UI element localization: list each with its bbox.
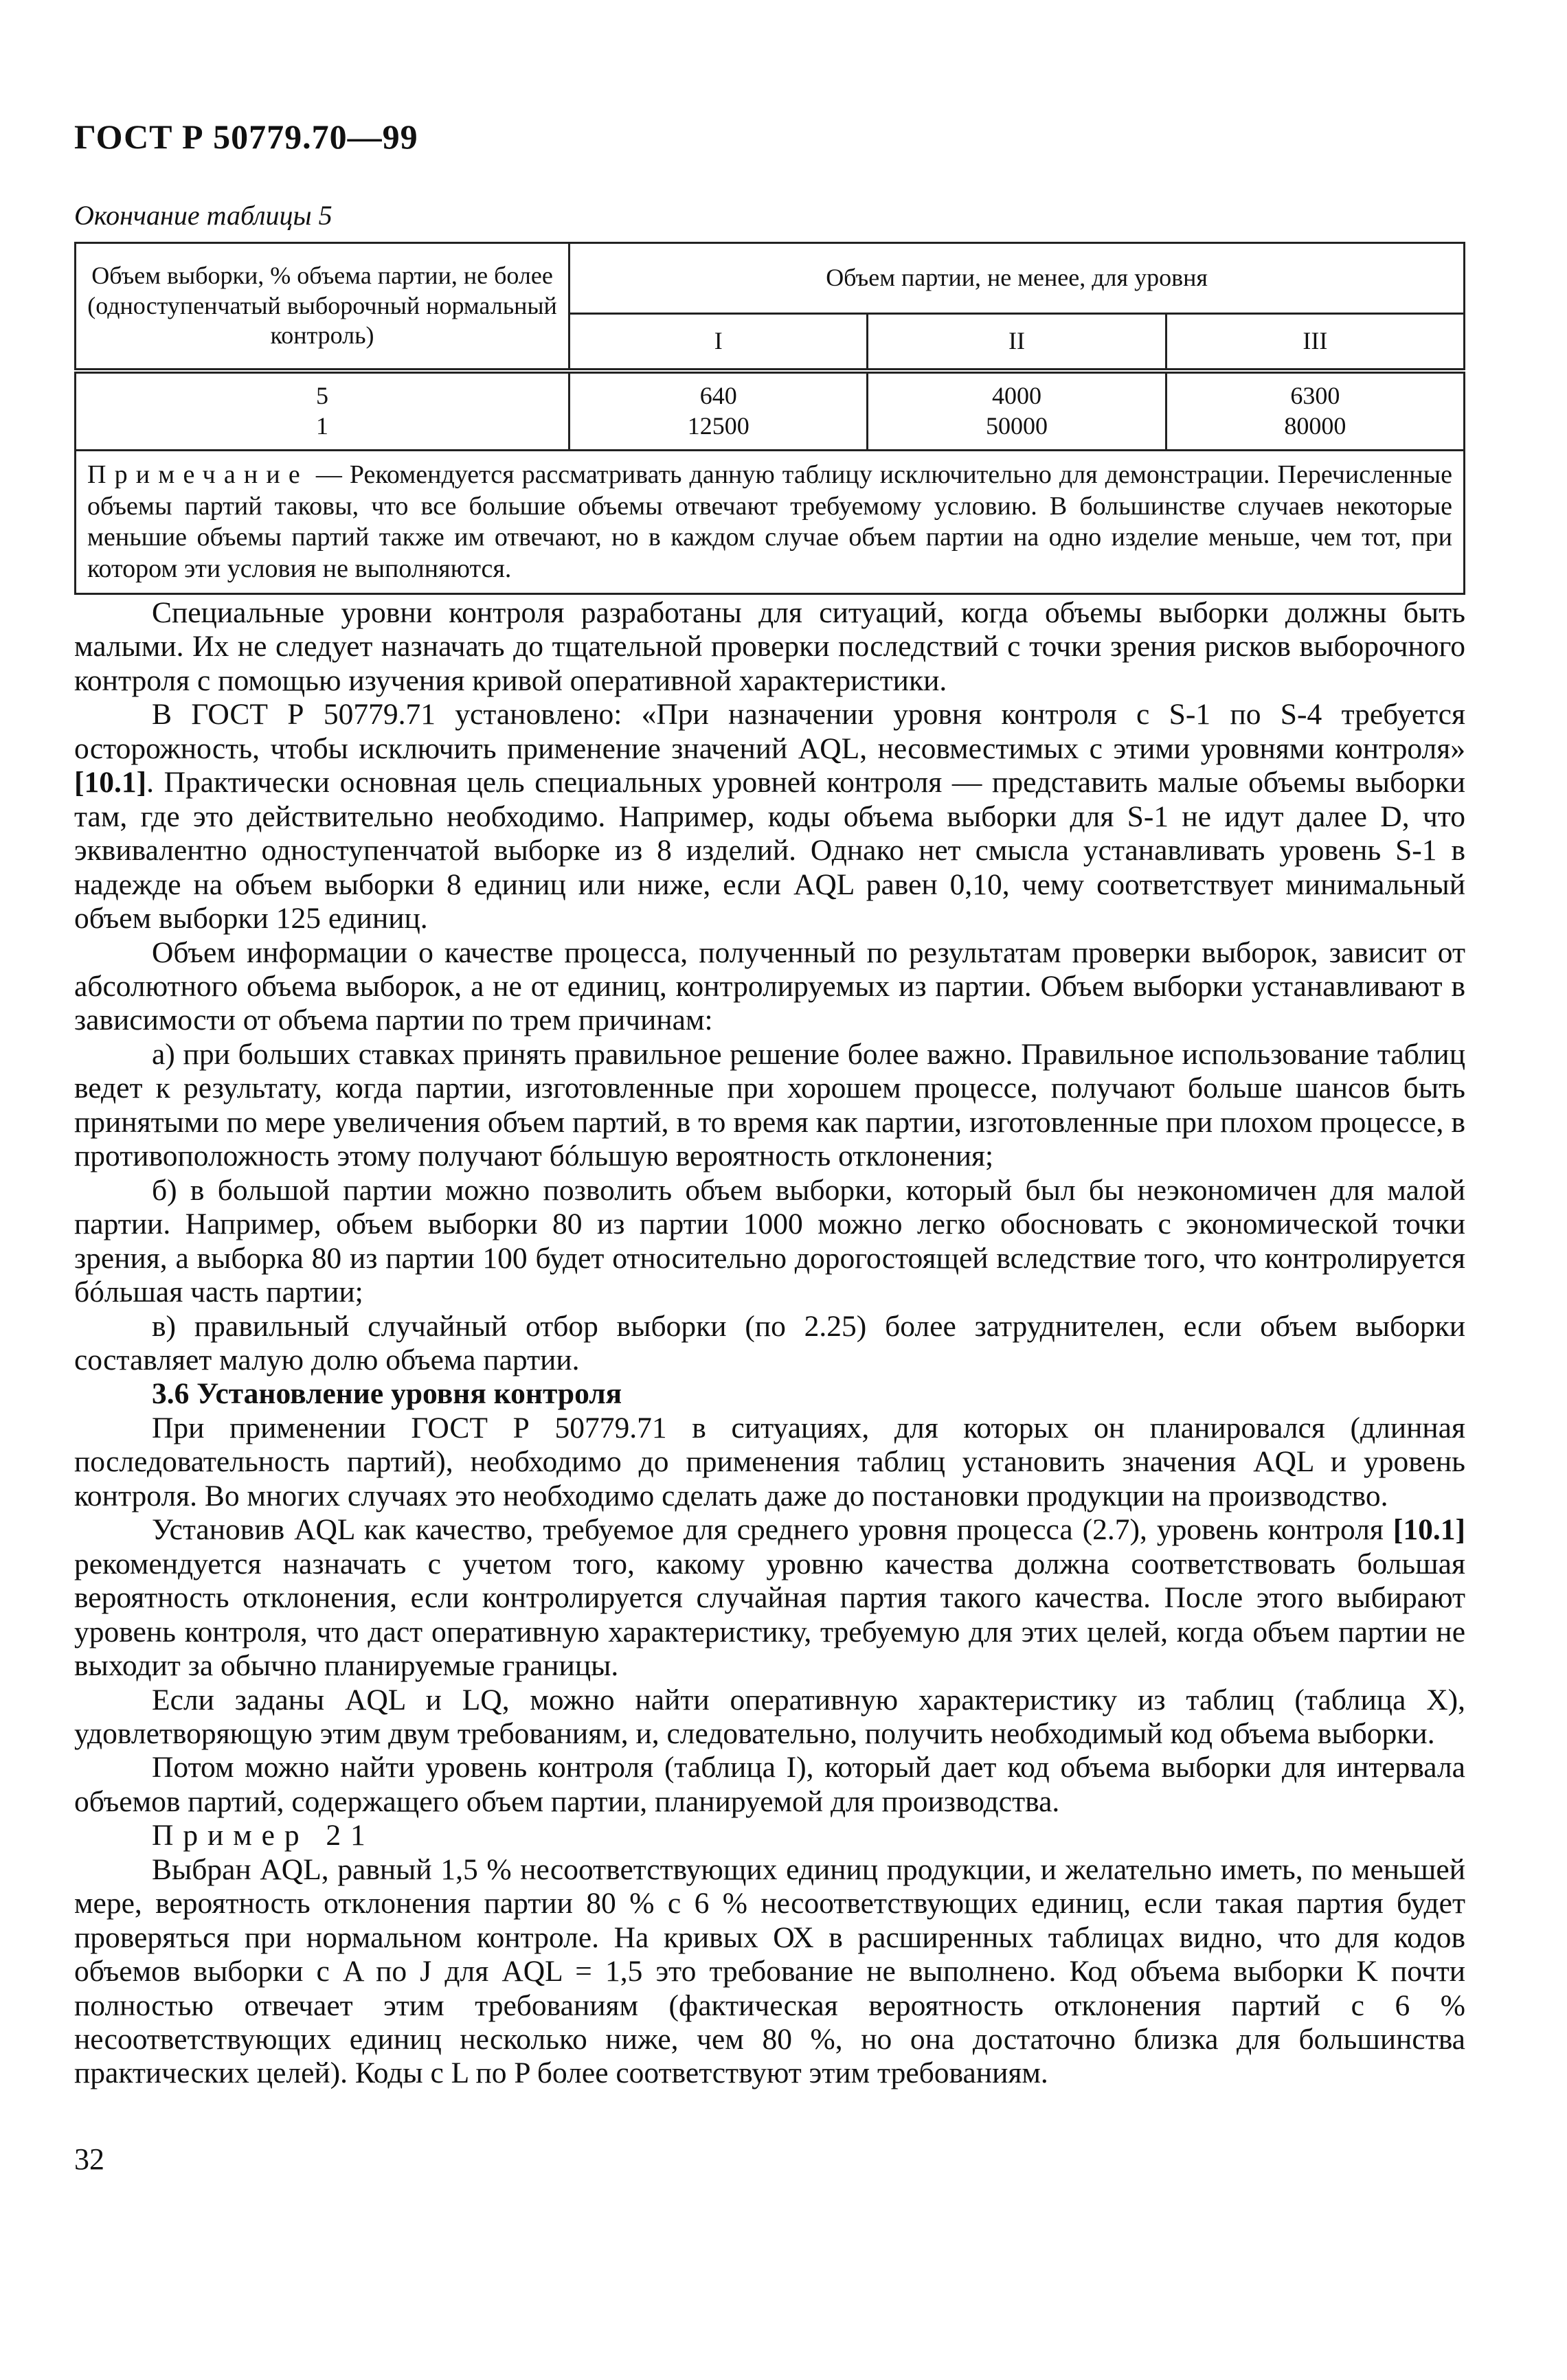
- paragraph: Объем информации о качестве процесса, полученный по результатам проверки выборок, зависит от абсолютного объема выборок, а не от единиц, контролируемых из партии. Объем выборки устанавливают в зависимости от объема партии по трем причинам:: [74, 936, 1465, 1037]
- example-label: [74, 1819, 1465, 1852]
- paragraph: Потом можно найти уровень контроля (таблица I), который дает код объема выборки для интервала объемов партий, содержащего объем партии, планируемой для производства.: [74, 1751, 1465, 1818]
- level-header-2: II: [868, 314, 1166, 372]
- group-header-lot-size: Объем партии, не менее, для уровня: [570, 243, 1465, 314]
- reference: [10.1]: [74, 766, 147, 800]
- list-item: а) при больших ставках принять правильное решение более важно. Правильное использование таблиц ведет к результату, когда партии, изготовленные при хорошем процессе, получают больше шансов быть принятыми по мере увеличения объем партий, в то время как партии, изготовленные при плохом процессе, в противоположность этому получают бóльшую вероятность отклонения;: [74, 1037, 1465, 1173]
- paragraph-text: В ГОСТ Р 50779.71 установлено: «При назначении уровня контроля с S-1 по S-4 требуется осторожность, чтобы исключить применение значений AQL, несовместимых с этими уровнями контроля»: [74, 698, 1465, 765]
- paragraph: Если заданы AQL и LQ, можно найти оперативную характеристику из таблиц (таблица X), удовлетворяющую этим двум требованиям, и, следовательно, получить необходимый код объема выборки.: [74, 1683, 1465, 1750]
- note-label: Примечание: [87, 460, 308, 489]
- body-text: [74, 596, 1465, 2091]
- table-cell-level-3: 6300 80000: [1166, 371, 1464, 451]
- table-note: [76, 451, 1465, 594]
- page-number: 32: [74, 2142, 104, 2176]
- paragraph: Выбран AQL, равный 1,5 % несоответствующих единиц продукции, и желательно иметь, по меньшей мере, вероятность отклонения партии 80 % с 6 % несоответствующих единиц, если такая партия будет проверяться при нормальном контроле. На кривых ОХ в расширенных таблицах видно, что для кодов объемов выборки с A по J для AQL = 1,5 это требование не выполнено. Код объема выборки K почти полностью отвечает этим требованиям (фактическая вероятность отклонения партий с 6 % несоответствующих единиц несколько ниже, чем 80 %, но она достаточно близка для большинства практических целей). Коды с L по P более соответствуют этим требованиям.: [74, 1852, 1465, 2090]
- note-text: — Рекомендуется рассматривать данную таблицу исключительно для демонстрации. Перечисленные объемы партий таковы, что все большие объемы отвечают требуемому условию. В большинстве случаев некоторые меньшие объемы партий также им отвечают, но в каждом случае объем партии на одно изделие меньше, чем тот, при котором эти условия не выполняются.: [87, 460, 1452, 583]
- paragraph: [74, 698, 1465, 936]
- paragraph: При применении ГОСТ Р 50779.71 в ситуациях, для которых он планировался (длинная последовательность партий), необходимо до применения таблиц установить значения AQL и уровень контроля. Во многих случаях это необходимо сделать даже до постановки продукции на производство.: [74, 1411, 1465, 1512]
- paragraph-text: рекомендуется назначать с учетом того, какому уровню качества должна соответствовать большая вероятность отклонения, если контролируется случайная партия такого качества. После этого выбирают уровень контроля, что даст оперативную характеристику, требуемую для этих целей, когда объем партии не выходит за обычно планируемые границы.: [74, 1547, 1465, 1683]
- section-heading: 3.6 Установление уровня контроля: [152, 1377, 622, 1411]
- list-item: б) в большой партии можно позволить объем выборки, который был бы неэкономичен для малой партии. Например, объем выборки 80 из партии 1000 можно легко обосновать с экономической точки зрения, а выборка 80 из партии 100 будет относительно дорогостоящей вследствие того, что контролируется бóльшая часть партии;: [74, 1173, 1465, 1309]
- example-label-text: Пример 21: [152, 1819, 375, 1852]
- table-cell-level-1: 640 12500: [570, 371, 868, 451]
- paragraph-text: Установив AQL как качество, требуемое для среднего уровня процесса (2.7), уровень контроля: [152, 1513, 1393, 1547]
- table-cell-level-2: 4000 50000: [868, 371, 1166, 451]
- table-cell-sample-size: 5 1: [76, 371, 570, 451]
- paragraph-text: . Практически основная цель специальных уровней контроля — представить малые объемы выборки там, где это действительно необходимо. Например, коды объема выборки для S-1 не идут далее D, что эквивалентно одноступенчатой выборке из 8 изделий. Однако нет смысла устанавливать уровень S-1 в надежде на объем выборки 8 единиц или ниже, если AQL равен 0,10, чему соответствует минимальный объем выборки 125 единиц.: [74, 766, 1465, 936]
- list-item: в) правильный случайный отбор выборки (по 2.25) более затруднителен, если объем выборки составляет малую долю объема партии.: [74, 1309, 1465, 1376]
- table-caption: Окончание таблицы 5: [74, 200, 332, 231]
- level-header-1: I: [570, 314, 868, 372]
- paragraph: Специальные уровни контроля разработаны для ситуаций, когда объемы выборки должны быть малыми. Их не следует назначать до тщательной проверки последствий с точки зрения рисков выборочного контроля с помощью изучения кривой оперативной характеристики.: [74, 596, 1465, 697]
- col-header-sample-size: Объем выборки, % объема партии, не более (одноступенчатый выборочный нормальный контроль): [76, 243, 570, 372]
- table-5: [74, 242, 1465, 595]
- level-header-3: III: [1166, 314, 1464, 372]
- standard-title: ГОСТ Р 50779.70—99: [74, 117, 418, 156]
- reference: [10.1]: [1393, 1513, 1465, 1547]
- paragraph: [74, 1513, 1465, 1683]
